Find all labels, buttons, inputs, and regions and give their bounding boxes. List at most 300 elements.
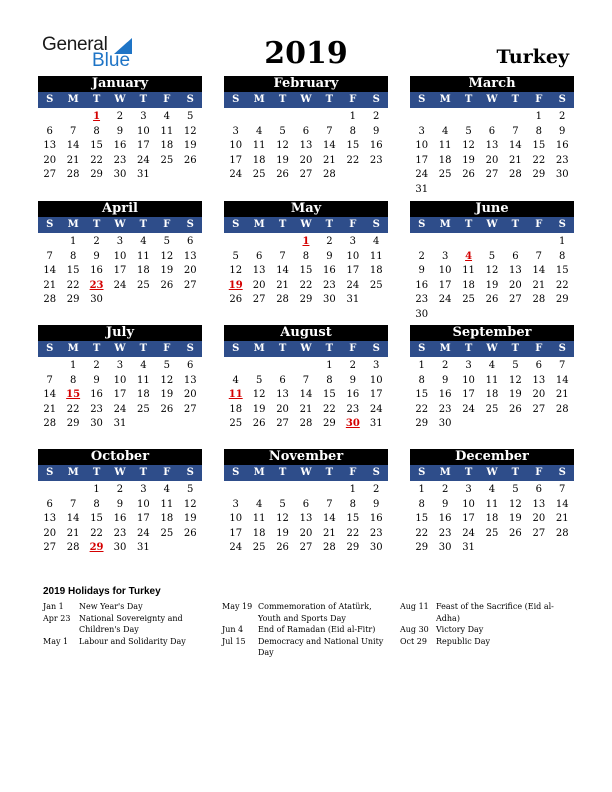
- day-cell: 30: [90, 418, 103, 430]
- day-cell: 11: [438, 140, 452, 152]
- day-grid: [410, 108, 574, 198]
- weekday-label: M: [67, 467, 79, 478]
- weekday-label: M: [67, 219, 79, 230]
- day-cell: 21: [532, 279, 546, 291]
- weekday-label: S: [372, 219, 380, 230]
- day-cell: 30: [113, 169, 127, 181]
- day-cell: 27: [183, 403, 197, 415]
- day-cell: 28: [555, 527, 569, 539]
- day-cell: 13: [43, 513, 57, 525]
- weekday-label: M: [439, 343, 451, 354]
- day-cell: 3: [349, 236, 356, 247]
- day-cell: 27: [532, 403, 546, 415]
- day-cell: 6: [302, 498, 310, 510]
- empty-day-cell: [224, 359, 247, 374]
- day-cell: 19: [160, 389, 174, 401]
- day-cell: 10: [369, 374, 383, 386]
- weekday-header: [410, 341, 574, 357]
- day-cell: 29: [415, 542, 429, 554]
- day-cell: 12: [276, 140, 289, 152]
- weekday-label: M: [439, 219, 451, 230]
- day-cell: 23: [113, 527, 127, 539]
- day-cell: 24: [346, 279, 360, 291]
- empty-day-cell: [410, 110, 433, 125]
- day-cell: 3: [232, 498, 239, 510]
- holiday-column: [400, 601, 570, 647]
- day-cell: 5: [512, 484, 519, 495]
- day-cell: 19: [509, 389, 522, 401]
- day-cell: 27: [532, 527, 546, 539]
- day-cell: 6: [187, 236, 194, 247]
- weekday-label: W: [300, 219, 312, 230]
- weekday-label: S: [418, 219, 426, 230]
- weekday-label: M: [253, 219, 265, 230]
- day-cell: 9: [349, 374, 356, 386]
- day-cell: 8: [418, 374, 425, 386]
- empty-day-cell: [433, 235, 456, 250]
- day-cell: 9: [441, 498, 449, 510]
- day-cell: 10: [415, 140, 429, 152]
- weekday-label: T: [139, 343, 148, 354]
- month-title: May: [224, 201, 388, 217]
- day-cell: 2: [93, 236, 100, 247]
- day-cell: 21: [323, 527, 336, 539]
- month-title: June: [410, 201, 574, 217]
- day-cell: 9: [93, 374, 100, 386]
- weekday-label: M: [253, 467, 265, 478]
- day-grid: [410, 233, 574, 323]
- day-cell: 17: [346, 265, 360, 277]
- empty-day-cell: [504, 235, 527, 250]
- day-cell: 8: [93, 498, 100, 510]
- holiday-name: End of Ramadan (Eid al-Fitr): [258, 625, 376, 635]
- holiday-item: [400, 624, 570, 636]
- weekday-label: F: [535, 94, 543, 105]
- holiday-column: [222, 601, 394, 659]
- day-cell: 3: [140, 484, 147, 495]
- day-cell: 7: [69, 498, 77, 510]
- day-cell: 2: [326, 236, 333, 247]
- day-cell: 15: [415, 389, 429, 401]
- day-cell: 16: [438, 389, 452, 401]
- day-cell: 5: [232, 250, 239, 262]
- weekday-header: [38, 465, 202, 481]
- holiday-date: Apr 23: [43, 613, 71, 623]
- day-cell: 16: [438, 513, 452, 525]
- empty-day-cell: [61, 110, 84, 125]
- day-cell: 9: [373, 498, 380, 510]
- day-cell: 13: [532, 498, 546, 510]
- day-cell: 17: [229, 154, 243, 166]
- holiday-item: [43, 601, 219, 613]
- weekday-label: M: [253, 94, 265, 105]
- day-cell: 1: [349, 111, 356, 122]
- weekday-label: F: [349, 94, 357, 105]
- day-cell: 3: [465, 360, 472, 371]
- weekday-label: T: [278, 94, 287, 105]
- day-cell: 28: [43, 418, 57, 430]
- weekday-header: [410, 465, 574, 481]
- holiday-day-cell: 4: [465, 250, 473, 262]
- day-cell: 20: [299, 154, 313, 166]
- day-cell: 2: [116, 111, 124, 122]
- day-cell: 24: [229, 542, 243, 554]
- day-cell: 1: [69, 360, 77, 371]
- month-july: [38, 325, 202, 432]
- day-cell: 8: [69, 374, 77, 386]
- holiday-name: National Sovereignty and Children's Day: [79, 613, 183, 635]
- day-cell: 27: [299, 169, 313, 181]
- day-cell: 21: [555, 389, 569, 401]
- weekday-label: W: [300, 467, 312, 478]
- holiday-day-cell: 15: [66, 389, 81, 401]
- empty-day-cell: [224, 110, 247, 125]
- day-cell: 21: [43, 403, 57, 415]
- weekday-header: [410, 217, 574, 233]
- weekday-label: S: [186, 94, 194, 105]
- day-cell: 11: [252, 513, 266, 525]
- day-cell: 5: [187, 484, 194, 495]
- day-cell: 19: [485, 279, 499, 291]
- day-cell: 3: [465, 484, 472, 495]
- day-cell: 20: [532, 513, 546, 525]
- month-march: [410, 76, 574, 198]
- weekday-label: W: [114, 343, 126, 354]
- holiday-date: May 1: [43, 636, 69, 646]
- day-cell: 13: [183, 374, 197, 386]
- day-cell: 25: [485, 527, 499, 539]
- day-cell: 25: [160, 527, 174, 539]
- month-title: January: [38, 76, 202, 92]
- holiday-item: [400, 601, 570, 624]
- day-cell: 30: [90, 294, 103, 306]
- day-cell: 24: [462, 527, 475, 539]
- page-title-year: 2019: [264, 36, 348, 71]
- day-cell: 6: [488, 125, 496, 137]
- day-cell: 6: [187, 360, 194, 371]
- month-august: [224, 325, 388, 432]
- day-cell: 23: [369, 527, 383, 539]
- month-june: [410, 201, 574, 323]
- holiday-date: Jan 1: [43, 602, 64, 611]
- day-cell: 16: [113, 140, 127, 152]
- day-cell: 1: [535, 111, 542, 122]
- holiday-day-cell: 1: [93, 111, 101, 122]
- day-cell: 25: [137, 403, 150, 415]
- day-cell: 12: [183, 498, 197, 510]
- day-cell: 29: [532, 169, 546, 181]
- logo-general-text: General: [42, 34, 108, 55]
- day-cell: 20: [252, 279, 266, 291]
- day-cell: 14: [299, 389, 313, 401]
- holiday-day-cell: 23: [89, 279, 104, 291]
- weekday-label: S: [372, 94, 380, 105]
- day-cell: 17: [113, 265, 127, 277]
- month-january: [38, 76, 202, 183]
- day-cell: 18: [160, 513, 174, 525]
- day-cell: 14: [532, 265, 546, 277]
- day-cell: 6: [46, 125, 53, 137]
- day-cell: 5: [163, 360, 170, 371]
- weekday-label: W: [486, 467, 498, 478]
- day-cell: 15: [415, 513, 429, 525]
- day-cell: 30: [438, 418, 452, 430]
- day-cell: 19: [160, 265, 174, 277]
- empty-day-cell: [480, 110, 503, 125]
- day-cell: 3: [116, 236, 124, 247]
- weekday-header: [224, 217, 388, 233]
- day-cell: 22: [532, 154, 546, 166]
- holiday-item: [222, 601, 394, 624]
- day-cell: 27: [509, 294, 522, 306]
- day-cell: 18: [137, 265, 150, 277]
- day-cell: 10: [137, 125, 150, 137]
- day-cell: 12: [229, 265, 243, 277]
- day-cell: 11: [485, 498, 499, 510]
- day-cell: 6: [279, 374, 286, 386]
- day-cell: 29: [346, 542, 360, 554]
- day-cell: 21: [555, 513, 569, 525]
- month-title: April: [38, 201, 202, 217]
- day-cell: 11: [160, 498, 174, 510]
- day-cell: 25: [229, 418, 243, 430]
- day-cell: 1: [418, 360, 425, 371]
- day-cell: 12: [160, 250, 174, 262]
- day-cell: 14: [323, 140, 336, 152]
- holiday-date: Oct 29: [400, 636, 427, 646]
- holiday-date: May 19: [222, 602, 253, 611]
- holiday-name: Victory Day: [436, 625, 484, 635]
- weekday-header: [38, 341, 202, 357]
- day-cell: 27: [485, 169, 499, 181]
- holiday-item: [43, 613, 219, 636]
- weekday-label: T: [325, 219, 334, 230]
- day-cell: 5: [279, 125, 286, 137]
- day-cell: 2: [116, 484, 124, 495]
- day-cell: 15: [90, 140, 103, 152]
- day-cell: 16: [415, 279, 429, 291]
- day-cell: 5: [163, 236, 170, 247]
- weekday-label: S: [186, 467, 194, 478]
- day-cell: 16: [555, 140, 569, 152]
- day-cell: 22: [346, 154, 360, 166]
- day-cell: 9: [326, 250, 333, 262]
- day-cell: 17: [229, 527, 243, 539]
- day-cell: 11: [369, 250, 383, 262]
- day-grid: [38, 481, 202, 556]
- day-cell: 20: [43, 527, 57, 539]
- day-cell: 23: [438, 403, 452, 415]
- day-cell: 28: [509, 169, 522, 181]
- weekday-label: T: [92, 94, 101, 105]
- day-cell: 2: [441, 360, 449, 371]
- day-cell: 4: [163, 111, 170, 122]
- day-cell: 2: [373, 111, 380, 122]
- empty-day-cell: [38, 110, 61, 125]
- month-october: [38, 449, 202, 556]
- weekday-label: F: [535, 343, 543, 354]
- day-cell: 1: [349, 484, 356, 495]
- day-cell: 23: [555, 154, 569, 166]
- day-cell: 18: [137, 389, 150, 401]
- day-cell: 18: [485, 389, 499, 401]
- empty-day-cell: [480, 235, 503, 250]
- day-cell: 6: [535, 360, 542, 371]
- holidays-title: 2019 Holidays for Turkey: [43, 586, 161, 597]
- weekday-header: [38, 92, 202, 108]
- day-cell: 23: [369, 154, 383, 166]
- day-cell: 6: [302, 125, 310, 137]
- weekday-label: W: [300, 343, 312, 354]
- day-cell: 8: [559, 250, 566, 262]
- day-cell: 19: [183, 140, 197, 152]
- weekday-label: S: [232, 343, 240, 354]
- day-cell: 24: [137, 527, 150, 539]
- empty-day-cell: [457, 110, 480, 125]
- day-cell: 16: [90, 389, 103, 401]
- day-grid: [38, 357, 202, 432]
- weekday-label: M: [439, 467, 451, 478]
- day-cell: 15: [346, 513, 360, 525]
- day-cell: 9: [441, 374, 449, 386]
- day-cell: 5: [255, 374, 263, 386]
- day-cell: 23: [323, 279, 336, 291]
- day-cell: 10: [462, 374, 475, 386]
- day-cell: 28: [555, 403, 569, 415]
- day-cell: 11: [252, 140, 266, 152]
- empty-day-cell: [271, 110, 294, 125]
- day-cell: 30: [438, 542, 452, 554]
- day-cell: 7: [46, 374, 53, 386]
- day-cell: 16: [369, 140, 383, 152]
- day-cell: 11: [462, 265, 475, 277]
- holiday-item: [400, 636, 570, 648]
- day-cell: 22: [90, 154, 103, 166]
- day-cell: 4: [488, 484, 496, 495]
- day-cell: 28: [323, 169, 336, 181]
- day-cell: 8: [535, 125, 542, 137]
- day-cell: 24: [369, 403, 383, 415]
- month-title: December: [410, 449, 574, 465]
- weekday-label: S: [558, 94, 566, 105]
- day-cell: 31: [137, 542, 150, 554]
- weekday-label: T: [92, 343, 101, 354]
- month-title: October: [38, 449, 202, 465]
- day-cell: 21: [509, 154, 522, 166]
- weekday-label: S: [418, 94, 426, 105]
- day-cell: 10: [229, 513, 243, 525]
- month-november: [224, 449, 388, 556]
- day-cell: 7: [512, 125, 519, 137]
- day-cell: 4: [255, 125, 263, 137]
- month-title: February: [224, 76, 388, 92]
- weekday-label: T: [464, 343, 473, 354]
- day-cell: 17: [137, 513, 150, 525]
- day-cell: 14: [43, 389, 57, 401]
- day-cell: 4: [255, 498, 263, 510]
- weekday-header: [224, 341, 388, 357]
- day-cell: 3: [441, 250, 449, 262]
- weekday-label: T: [325, 467, 334, 478]
- day-cell: 25: [252, 169, 266, 181]
- holiday-date: Aug 11: [400, 602, 429, 611]
- weekday-label: M: [67, 343, 79, 354]
- day-cell: 2: [559, 111, 566, 122]
- empty-day-cell: [247, 359, 270, 374]
- weekday-label: M: [67, 94, 79, 105]
- day-cell: 27: [43, 542, 57, 554]
- day-cell: 25: [137, 279, 150, 291]
- day-cell: 29: [299, 294, 313, 306]
- day-cell: 26: [183, 527, 197, 539]
- day-cell: 11: [485, 374, 499, 386]
- day-cell: 18: [462, 279, 475, 291]
- holiday-date: Jun 4: [222, 625, 244, 635]
- month-may: [224, 201, 388, 308]
- day-cell: 14: [43, 265, 57, 277]
- day-cell: 10: [462, 498, 475, 510]
- day-cell: 1: [69, 236, 77, 247]
- weekday-label: F: [349, 219, 357, 230]
- day-cell: 21: [276, 279, 289, 291]
- day-cell: 22: [415, 527, 429, 539]
- day-cell: 26: [160, 403, 174, 415]
- empty-day-cell: [247, 110, 270, 125]
- day-cell: 19: [252, 403, 266, 415]
- day-cell: 13: [276, 389, 289, 401]
- day-cell: 27: [183, 279, 197, 291]
- day-cell: 31: [415, 183, 429, 195]
- day-cell: 12: [509, 374, 522, 386]
- logo-blue-text: Blue: [92, 50, 131, 71]
- empty-day-cell: [504, 110, 527, 125]
- day-cell: 12: [276, 513, 289, 525]
- holiday-item: [222, 636, 394, 659]
- weekday-label: M: [439, 94, 451, 105]
- day-cell: 27: [252, 294, 266, 306]
- empty-day-cell: [224, 483, 247, 498]
- holiday-name: New Year's Day: [79, 602, 143, 611]
- day-cell: 6: [255, 250, 263, 262]
- day-cell: 1: [559, 236, 566, 247]
- day-cell: 21: [66, 527, 80, 539]
- weekday-label: T: [511, 219, 520, 230]
- day-cell: 5: [465, 125, 472, 137]
- day-cell: 4: [232, 374, 239, 386]
- day-cell: 13: [183, 250, 197, 262]
- day-cell: 30: [323, 294, 336, 306]
- holiday-item: [222, 624, 394, 636]
- day-cell: 9: [93, 250, 100, 262]
- weekday-label: S: [418, 467, 426, 478]
- day-cell: 4: [140, 236, 147, 247]
- weekday-label: T: [278, 467, 287, 478]
- weekday-label: S: [186, 343, 194, 354]
- weekday-label: S: [558, 343, 566, 354]
- weekday-label: T: [278, 343, 287, 354]
- day-cell: 3: [418, 125, 425, 137]
- day-cell: 7: [302, 374, 310, 386]
- weekday-label: T: [511, 94, 520, 105]
- day-cell: 16: [113, 513, 127, 525]
- weekday-label: T: [139, 94, 148, 105]
- day-cell: 12: [462, 140, 475, 152]
- month-december: [410, 449, 574, 556]
- day-cell: 2: [93, 360, 100, 371]
- holiday-day-cell: 1: [302, 236, 310, 247]
- day-cell: 24: [462, 403, 475, 415]
- weekday-label: T: [464, 219, 473, 230]
